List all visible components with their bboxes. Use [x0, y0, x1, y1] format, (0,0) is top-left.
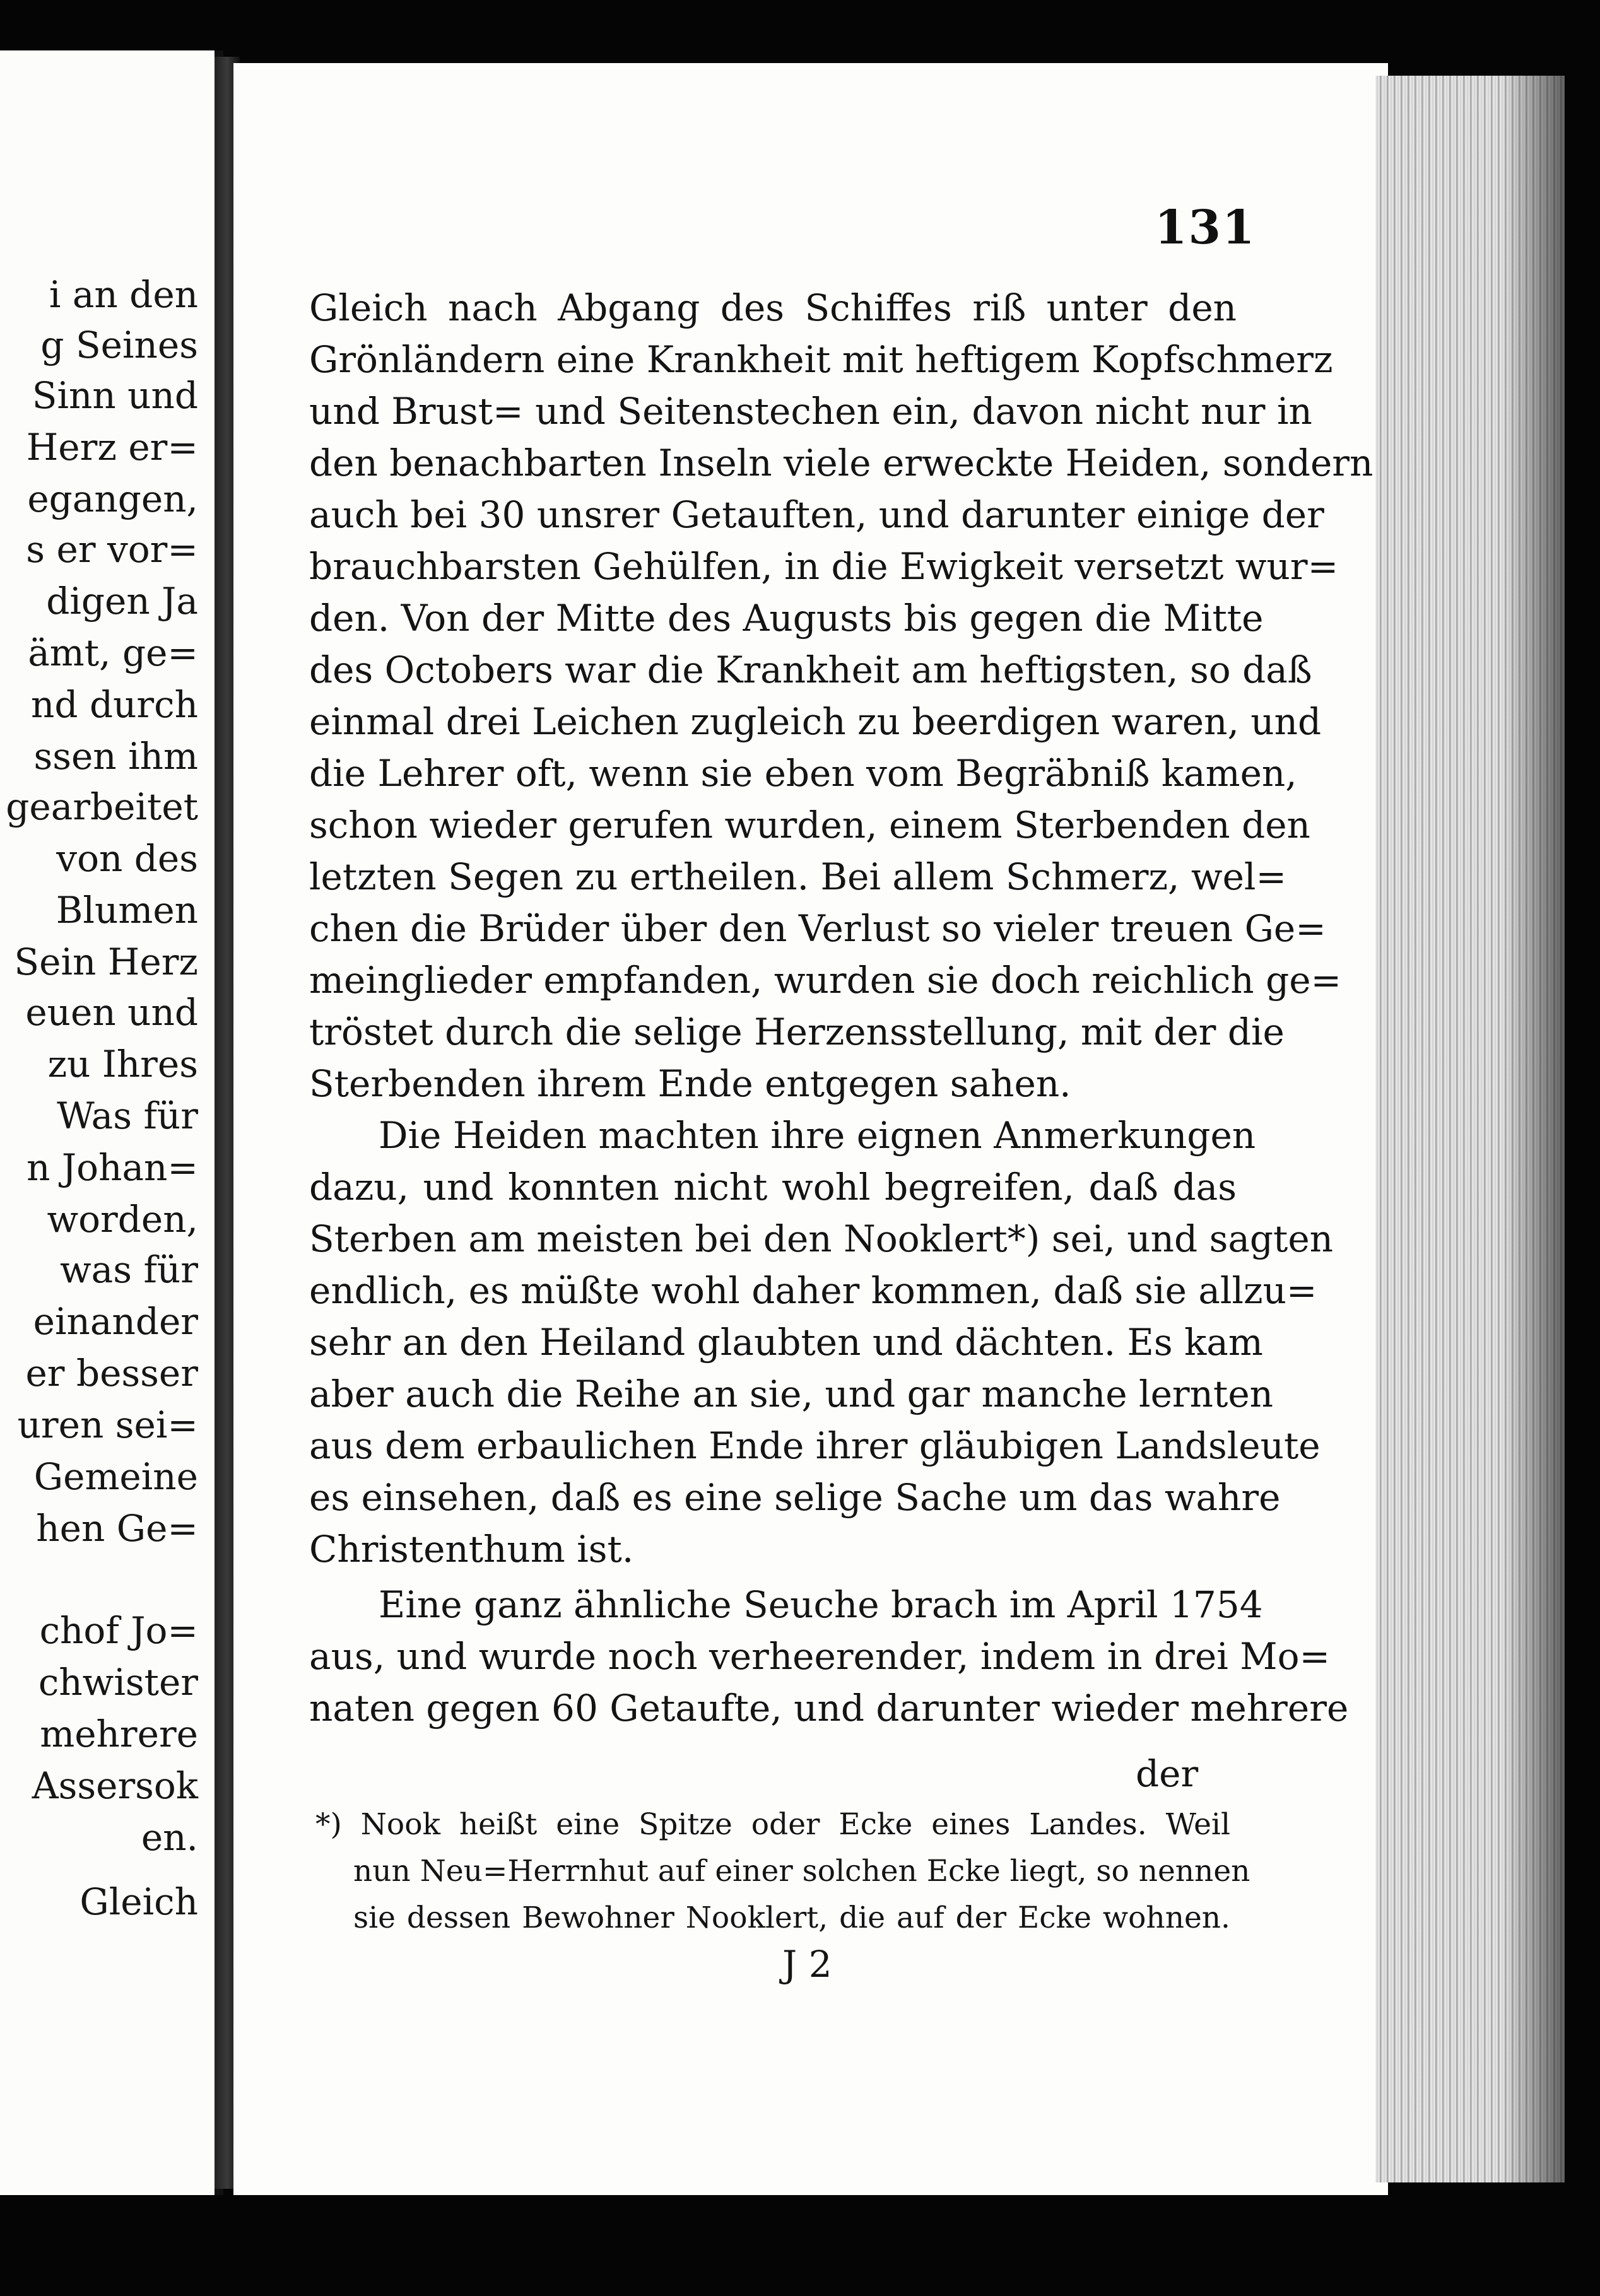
left-text-line: g Seines	[40, 324, 198, 366]
body-text-line: aber auch die Reihe an sie, und gar manche lernten	[309, 1373, 1273, 1415]
body-text-line: aus, und wurde noch verheerender, indem in drei Mo=	[309, 1635, 1331, 1678]
left-text-line: mehrere	[40, 1713, 198, 1755]
left-text-line: nd durch	[31, 683, 198, 726]
body-text-line: des Octobers war die Krankheit am heftigsten, so daß	[309, 648, 1312, 691]
body-text-line: einmal drei Leichen zugleich zu beerdigen waren, und	[309, 700, 1322, 743]
left-text-line: egangen,	[27, 477, 198, 520]
catchword: der	[1136, 1752, 1199, 1795]
body-text-line: Die Heiden machten ihre eignen Anmerkungen	[379, 1114, 1256, 1157]
left-text-line: s er vor=	[26, 528, 198, 571]
body-text-line: Grönländern eine Krankheit mit heftigem Kopfschmerz	[309, 338, 1333, 381]
left-text-line: was für	[60, 1248, 198, 1291]
left-text-line: uren sei=	[17, 1403, 198, 1446]
body-text-line: Eine ganz ähnliche Seuche brach im April 1754	[379, 1583, 1263, 1626]
body-text-line: Christenthum ist.	[309, 1528, 634, 1571]
footnote-line: nun Neu=Herrnhut auf einer solchen Ecke liegt, so nennen	[353, 1854, 1250, 1889]
left-text-line: von des	[56, 837, 198, 880]
body-text-line: schon wieder gerufen wurden, einem Sterbenden den	[309, 804, 1310, 846]
body-text-line: chen die Brüder über den Verlust so vieler treuen Ge=	[309, 907, 1326, 950]
left-text-line: chwister	[38, 1661, 198, 1704]
body-text-line: naten gegen 60 Getaufte, und darunter wieder mehrere	[309, 1687, 1349, 1730]
body-text-line: dazu, und konnten nicht wohl begreifen, daß das	[309, 1166, 1237, 1209]
body-text-line: Gleich nach Abgang des Schiffes riß unter den	[309, 286, 1237, 329]
footnote-line: sie dessen Bewohner Nooklert, die auf der Ecke wohnen.	[353, 1901, 1230, 1935]
signature-mark: J 2	[782, 1943, 832, 1986]
left-text-line: Herz er=	[26, 426, 198, 469]
body-text-line: letzten Segen zu ertheilen. Bei allem Schmerz, wel=	[309, 855, 1287, 898]
left-text-line: Blumen	[56, 889, 198, 932]
body-text-line: tröstet durch die selige Herzensstellung, mit der die	[309, 1010, 1285, 1053]
body-text-line: es einsehen, daß es eine selige Sache um das wahre	[309, 1476, 1281, 1519]
body-text-line: den benachbarten Inseln viele erweckte Heiden, sondern	[309, 442, 1374, 484]
body-text-line: und Brust= und Seitenstechen ein, davon nicht nur in	[309, 390, 1312, 433]
left-text-line: ämt, ge=	[28, 631, 198, 674]
body-text-line: auch bei 30 unsrer Getauften, und darunter einige der	[309, 493, 1324, 536]
body-text-line: den. Von der Mitte des Augusts bis gegen die Mitte	[309, 597, 1264, 640]
body-text-line: die Lehrer oft, wenn sie eben vom Begräbniß kamen,	[309, 752, 1297, 795]
left-text-line: ssen ihm	[33, 735, 198, 778]
left-text-line: chof Jo=	[39, 1609, 198, 1652]
left-text-line: Assersok	[32, 1764, 198, 1807]
left-text-line: en.	[141, 1816, 198, 1859]
body-text-line: Sterbenden ihrem Ende entgegen sahen.	[309, 1062, 1071, 1105]
left-text-line: digen Ja	[46, 580, 198, 623]
body-text-line: Sterben am meisten bei den Nooklert*) sei, und sagten	[309, 1217, 1334, 1260]
footnote-line: *) Nook heißt eine Spitze oder Ecke eines Landes. Weil	[315, 1807, 1230, 1842]
left-text-line: Gemeine	[33, 1455, 198, 1498]
left-text-line: Sein Herz	[14, 940, 198, 983]
left-text-line: Sinn und	[32, 374, 198, 417]
left-text-line: gearbeitet	[6, 785, 198, 828]
body-text-line: sehr an den Heiland glaubten und dächten. Es kam	[309, 1321, 1263, 1364]
body-text-line: aus dem erbaulichen Ende ihrer gläubigen Landsleute	[309, 1424, 1321, 1467]
left-text-line: i an den	[49, 273, 198, 316]
page-number: 131	[1155, 201, 1256, 255]
left-text-line: Was für	[57, 1094, 198, 1137]
left-text-line: hen Ge=	[36, 1507, 198, 1550]
page-edge-shadow	[1502, 76, 1565, 2182]
left-text-line: euen und	[25, 991, 198, 1034]
left-text-line: Gleich	[79, 1880, 198, 1923]
left-page	[0, 50, 223, 2195]
left-text-line: zu Ihres	[47, 1043, 198, 1086]
body-text-line: brauchbarsten Gehülfen, in die Ewigkeit versetzt wur=	[309, 545, 1339, 588]
left-text-line: n Johan=	[26, 1146, 198, 1189]
left-text-line: worden,	[47, 1198, 198, 1241]
body-text-line: endlich, es müßte wohl daher kommen, daß sie allzu=	[309, 1269, 1317, 1312]
body-text-line: meinglieder empfanden, wurden sie doch reichlich ge=	[309, 959, 1342, 1002]
left-text-line: er besser	[25, 1352, 198, 1395]
left-text-line: einander	[33, 1300, 198, 1343]
